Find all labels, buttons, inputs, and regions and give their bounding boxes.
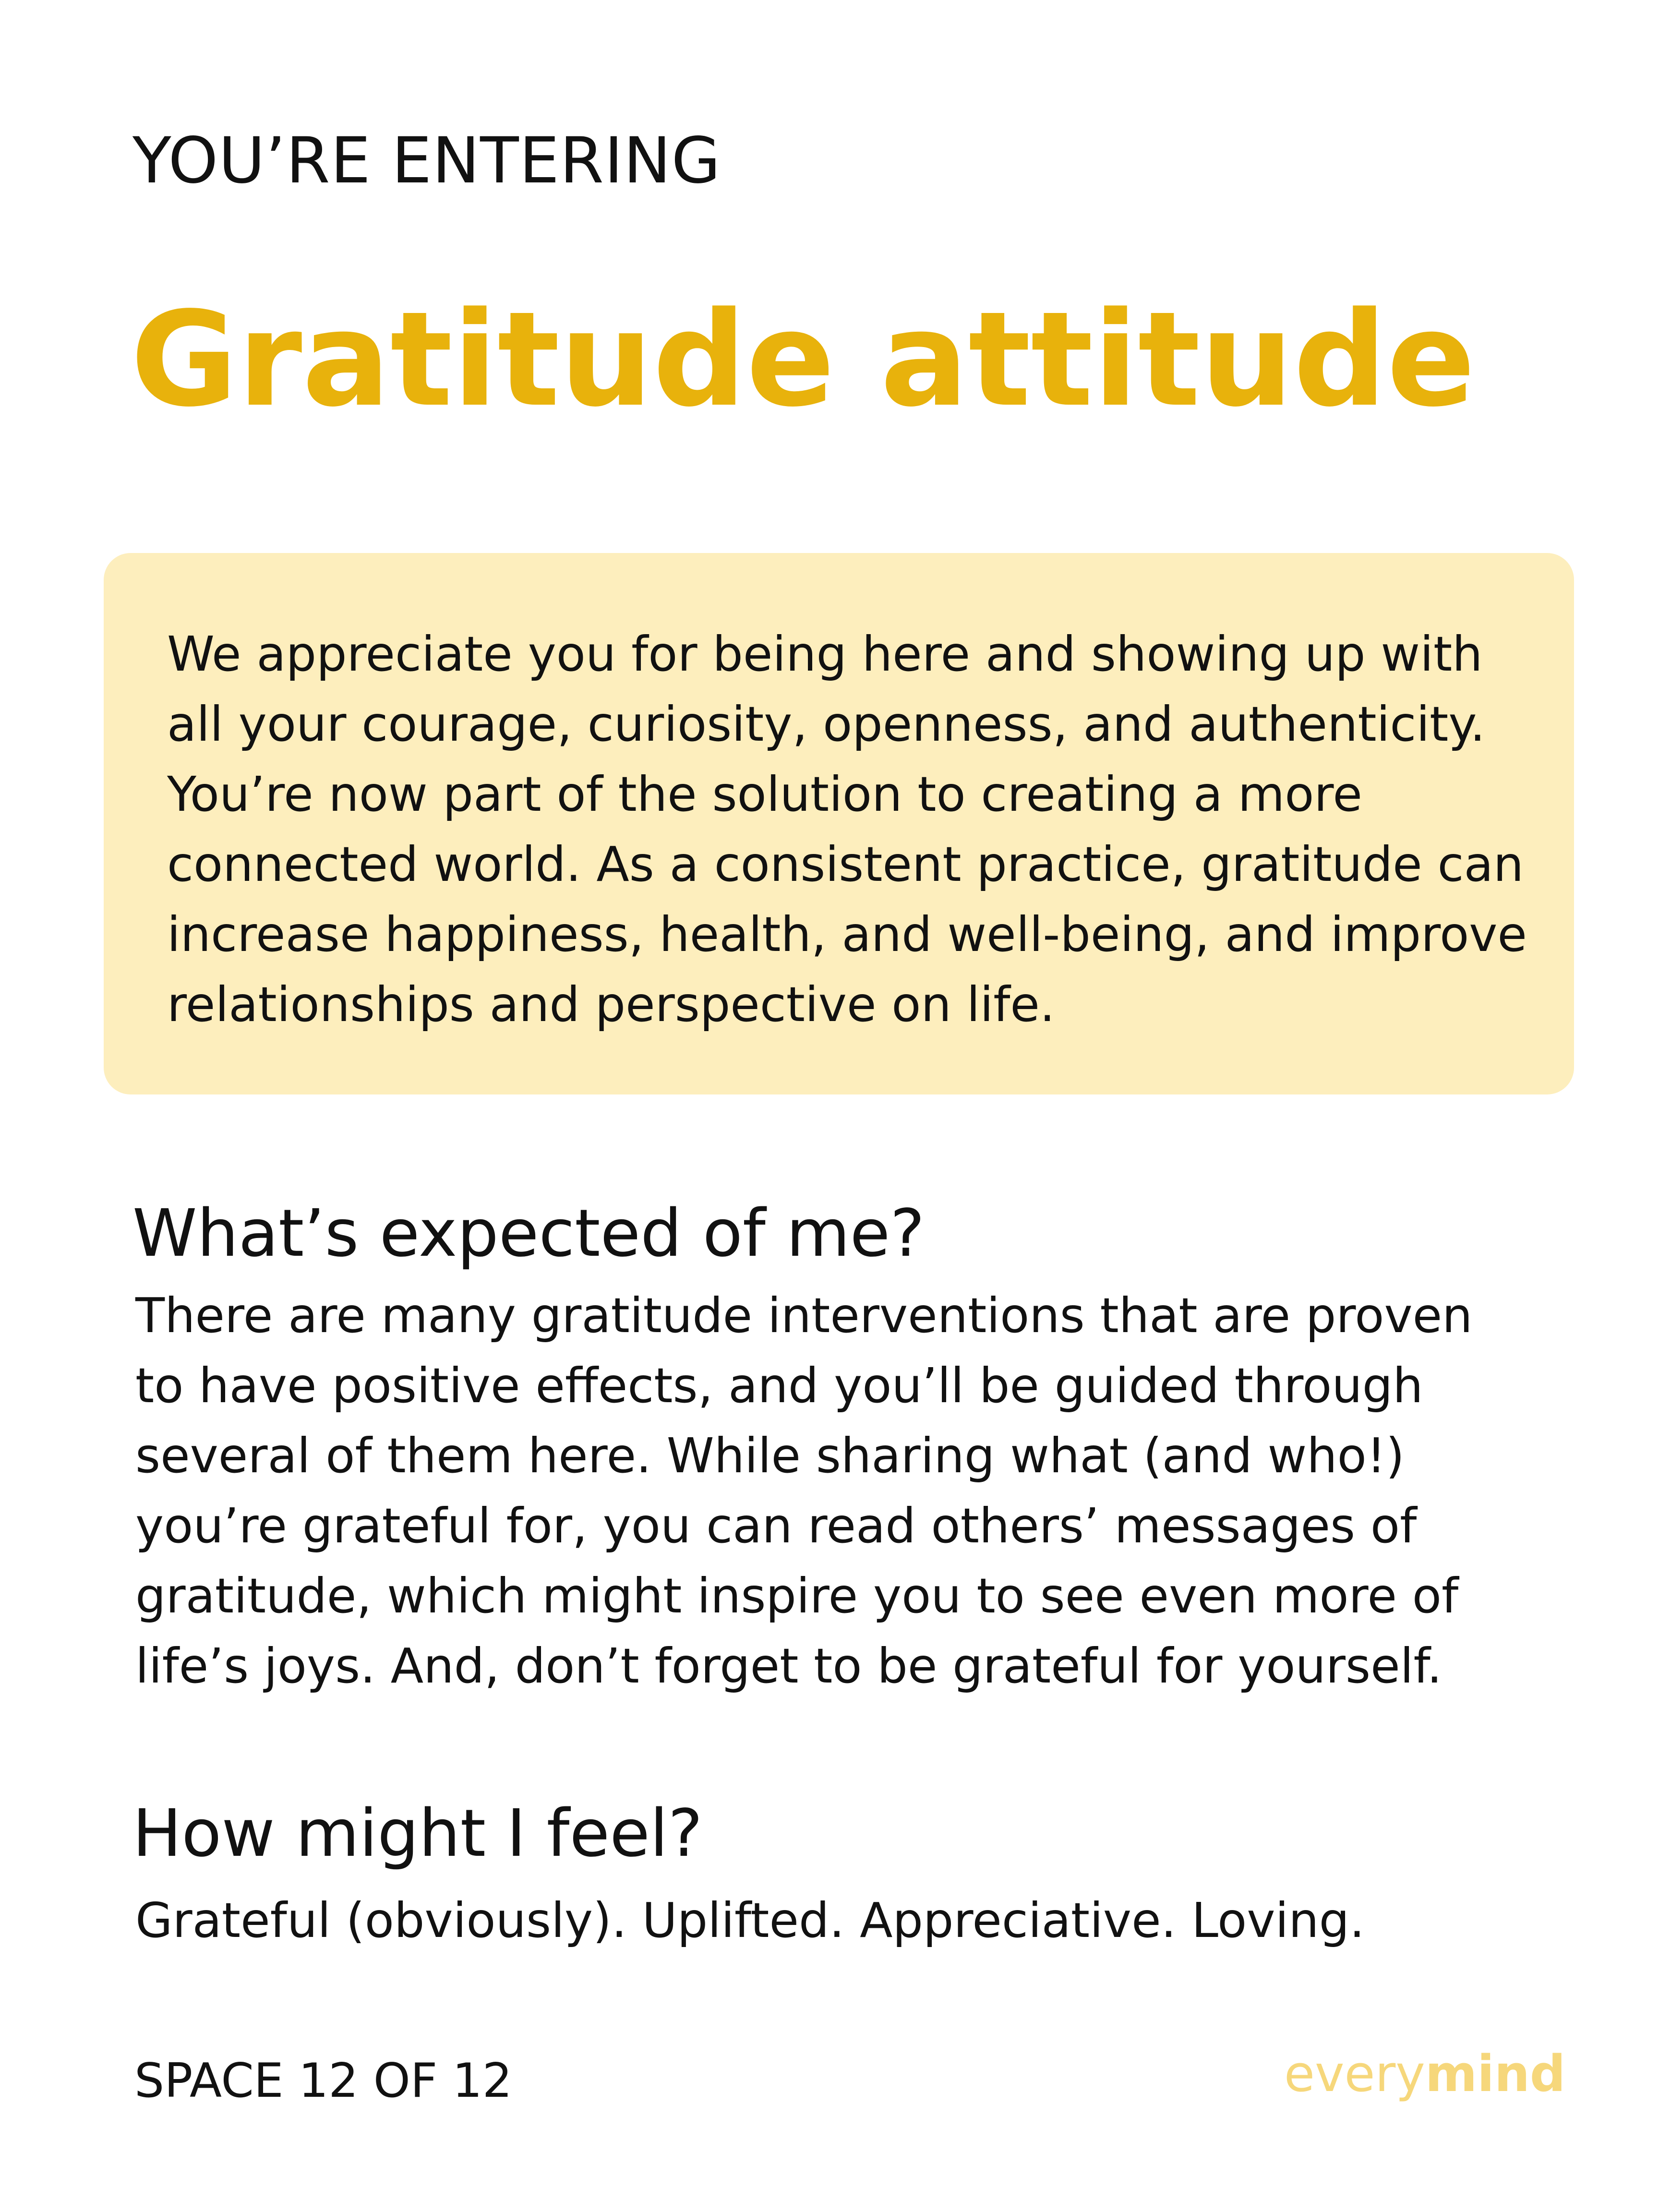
logo-text-every: every	[1284, 2044, 1425, 2103]
eyebrow-label: YOU’RE ENTERING	[132, 124, 721, 198]
intro-card	[104, 553, 1574, 1094]
intro-text: We appreciate you for being here and showing up with all your courage, curiosity, openness, and authenticity. You’re now part of the solution to creating a more connected world. As a consistent practice, gratitude can increase happiness, health, and well-being, and improve relationships and perspective on life.	[167, 626, 1527, 1033]
section-heading-feelings: How might I feel?	[132, 1796, 703, 1872]
logo-text-mind: mind	[1425, 2044, 1566, 2103]
page-title: Gratitude attitude	[131, 284, 1476, 436]
section-heading-expectations: What’s expected of me?	[132, 1196, 925, 1272]
space-counter: SPACE 12 OF 12	[134, 2054, 513, 2108]
section-body-expectations: There are many gratitude interventions that are proven to have positive effects, and you’ll be guided through several of them here. While sharing what (and who!) you’re grateful for, you can read others’ messages of gratitude, which might inspire you to see even more of life’s joys. And, don’t forget to be grateful for yourself.	[135, 1287, 1473, 1694]
everymind-logo	[1284, 2043, 1565, 2105]
section-body-feelings: Grateful (obviously). Uplifted. Appreciative. Loving.	[135, 1892, 1365, 1948]
